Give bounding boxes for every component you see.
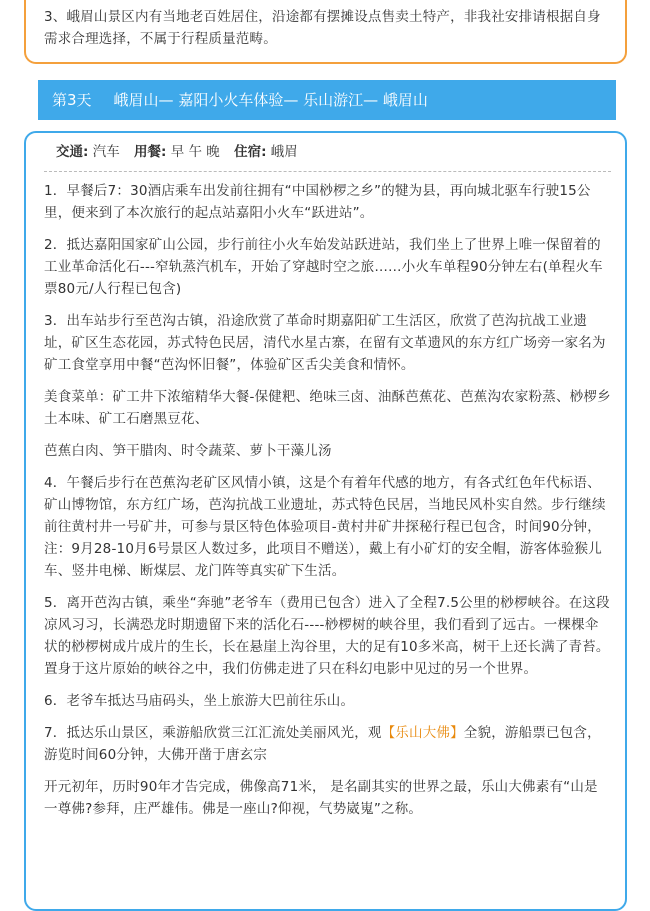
itinerary-step-5: 5．离开芭沟古镇，乘坐“奔驰”老爷车（费用已包含）进入了全程7.5公里的桫椤峡谷。在这段凉风习习，长满恐龙时期遗留下来的活化石----桫椤树的峡谷里，我们看到了远古。一棵棵伞状的桫椤树成片成片的生长，长在悬崖上沟谷里，大的足有10多米高，树干上还长满了青苔。置身于这片原始的峡谷之中，我们仿佛走进了只在科幻电影中见过的另一个世界。: [44, 595, 610, 677]
day-info-row: [56, 141, 611, 163]
stay-value: 峨眉: [270, 144, 298, 160]
itinerary-body: [44, 180, 611, 820]
step-7-text-b: 全貌，游船票已包含，游览时间60分钟，大佛开凿于唐玄宗: [44, 725, 601, 763]
day-number: 第3天: [52, 91, 92, 109]
food-menu-line-1: 美食菜单：矿工井下浓缩精华大餐-保健粑、绝味三卤、油酥芭蕉花、芭蕉沟农家粉蒸、桫椤乡土本味、矿工石磨黑豆花、: [44, 389, 611, 427]
previous-note-3: 3、峨眉山景区内有当地老百姓居住，沿途都有摆摊设点售卖土特产，非我社安排请根据自身需求合理选择，不属于行程质量范畴。: [44, 9, 601, 47]
meals-label: 用餐:: [134, 144, 167, 160]
itinerary-step-7: [44, 722, 611, 766]
itinerary-step-1: 1．早餐后7：30酒店乘车出发前往拥有“中国桫椤之乡”的犍为县，再向城北驱车行驶15公里，便来到了本次旅行的起点站嘉阳小火车“跃进站”。: [44, 183, 591, 221]
itinerary-step-3: 3．出车站步行至芭沟古镇，沿途欣赏了革命时期嘉阳矿工生活区，欣赏了芭沟抗战工业遗址，矿区生态花园，苏式特色民居，清代水星古寨，在留有文革遗风的东方红广场旁一家名为矿工食堂享用中餐“芭沟怀旧餐”，体验矿区舌尖美食和情怀。: [44, 313, 606, 373]
transport-label: 交通:: [56, 144, 89, 160]
itinerary-step-6: 6．老爷车抵达马庙码头，坐上旅游大巴前往乐山。: [44, 693, 355, 709]
day-detail-card: [24, 131, 627, 911]
food-menu-line-2: 芭蕉白肉、笋干腊肉、时令蔬菜、萝卜干藻儿汤: [44, 443, 332, 459]
leshan-buddha-link[interactable]: 【乐山大佛】: [381, 725, 464, 741]
itinerary-step-7-continued: 开元初年，历时90年才告完成，佛像高71米， 是名副其实的世界之最，乐山大佛素有“山是一尊佛?参拜，庄严雄伟。佛是一座山?仰视，气势崴嵬”之称。: [44, 779, 598, 817]
itinerary-step-2: 2．抵达嘉阳国家矿山公园，步行前往小火车始发站跃进站，我们坐上了世界上唯一保留着的工业革命活化石---窄轨蒸汽机车，开始了穿越时空之旅……小火车单程90分钟左右(单程火车票80元/人行程已包含): [44, 237, 603, 297]
day-header-bar: [38, 80, 616, 120]
step-7-text-a: 7．抵达乐山景区，乘游船欣赏三江汇流处美丽风光，观: [44, 725, 382, 741]
transport-value: 汽车: [92, 144, 120, 160]
previous-day-card: [24, 0, 627, 64]
info-divider: [44, 171, 611, 172]
stay-label: 住宿:: [234, 144, 267, 160]
itinerary-step-4: 4．午餐后步行在芭蕉沟老矿区风情小镇，这是个有着年代感的地方，有各式红色年代标语、矿山博物馆，东方红广场，芭沟抗战工业遗址，苏式特色民居，当地民风朴实自然。步行继续前往黄村井一号矿井，可参与景区特色体验项目-黄村井矿井探秘行程已包含，时间90分钟，注：9月28-10月6号景区人数过多，此项目不赠送），戴上有小矿灯的安全帽，游客体验猴儿车、竖井电梯、断煤层、龙门阵等真实矿下生活。: [44, 475, 606, 579]
day-route-title: 峨眉山— 嘉阳小火车体验— 乐山游江— 峨眉山: [113, 91, 428, 109]
meals-value: 早 午 晚: [170, 144, 220, 160]
